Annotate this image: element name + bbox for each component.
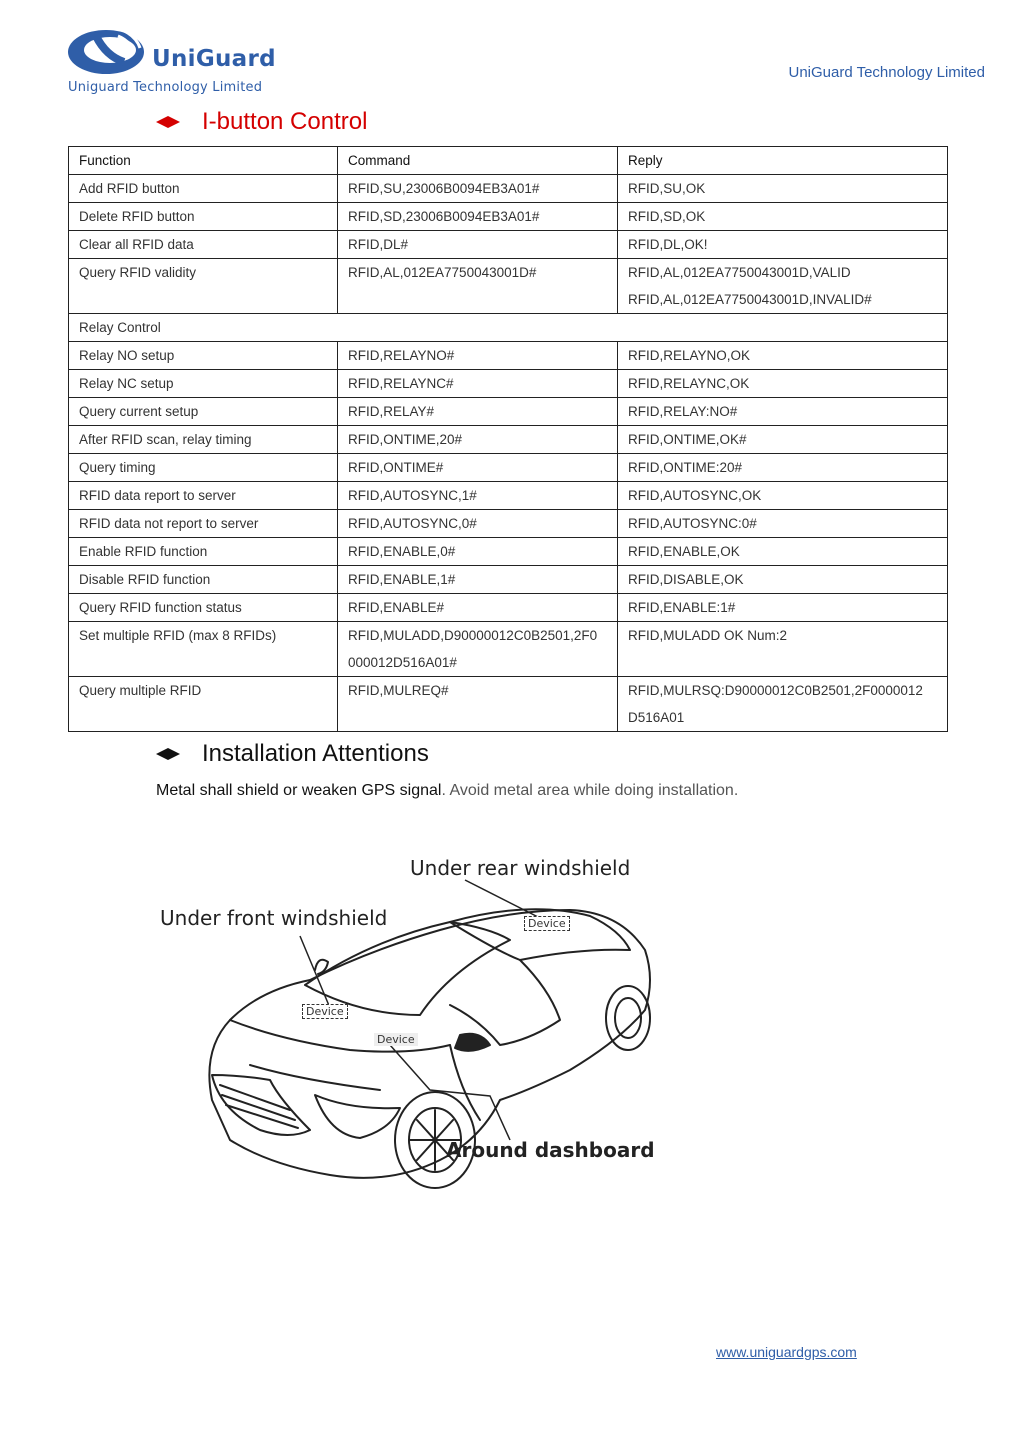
function-cell: Query current setup [69,398,338,426]
command-cell: RFID,RELAY# [338,398,618,426]
device-tag-dashboard: Device [374,1033,418,1046]
command-cell: RFID,RELAYNC# [338,370,618,398]
table-row [69,482,948,510]
intro-rest: . Avoid metal area while doing installation. [441,782,739,799]
function-cell: Enable RFID function [69,538,338,566]
label-under-front-windshield: Under front windshield [160,906,388,930]
reply-cell [618,677,948,732]
function-cell: Clear all RFID data [69,231,338,259]
table-row [69,622,948,677]
diamond-bullet-icon [156,114,180,130]
table-header-row [69,147,948,175]
diamond-bullet-icon [156,746,180,762]
function-cell: Query RFID function status [69,594,338,622]
reply-cell: RFID,SU,OK [618,175,948,203]
table-row [69,203,948,231]
command-cell: RFID,ENABLE# [338,594,618,622]
section-title: I-button Control [202,108,368,135]
command-cell: RFID,ENABLE,0# [338,538,618,566]
reply-cell: RFID,SD,OK [618,203,948,231]
function-cell: Query timing [69,454,338,482]
command-cell: RFID,DL# [338,231,618,259]
table-row [69,538,948,566]
command-table [68,146,948,732]
reply-cell: RFID,ENABLE,OK [618,538,948,566]
uniguard-logo-icon [66,22,156,84]
label-under-rear-windshield: Under rear windshield [410,856,631,880]
table-row [69,398,948,426]
reply-cell: RFID,RELAYNC,OK [618,370,948,398]
installation-intro [156,782,738,800]
reply-cell: RFID,AUTOSYNC,OK [618,482,948,510]
function-cell: Relay NO setup [69,342,338,370]
device-tag-front: Device [302,1004,348,1019]
installation-figure [150,840,670,1210]
command-line: RFID,MULADD,D90000012C0B2501,2F0 [348,628,598,643]
reply-line: RFID,AL,012EA7750043001D,VALID [628,265,851,280]
reply-cell: RFID,ONTIME:20# [618,454,948,482]
logo-subtitle: Uniguard Technology Limited [68,80,263,95]
reply-cell: RFID,DISABLE,OK [618,566,948,594]
command-line: 000012D516A01# [348,655,457,670]
reply-line: RFID,MULRSQ:D90000012C0B2501,2F0000012 [628,683,923,698]
column-header-command: Command [338,147,618,175]
group-heading-cell: Relay Control [69,314,948,342]
intro-emphasis: Metal shall shield or weaken GPS signal [156,782,442,799]
function-cell: Disable RFID function [69,566,338,594]
table-row [69,314,948,342]
table-row [69,566,948,594]
company-logo [66,22,286,102]
table-row [69,370,948,398]
section-heading-ibutton [156,108,367,136]
command-cell: RFID,AUTOSYNC,1# [338,482,618,510]
table-row [69,454,948,482]
function-cell: After RFID scan, relay timing [69,426,338,454]
command-cell: RFID,AUTOSYNC,0# [338,510,618,538]
reply-cell: RFID,MULADD OK Num:2 [618,622,948,677]
reply-cell: RFID,RELAY:NO# [618,398,948,426]
function-cell: Add RFID button [69,175,338,203]
function-cell: Query RFID validity [69,259,338,314]
table-row [69,259,948,314]
reply-cell: RFID,ENABLE:1# [618,594,948,622]
reply-cell: RFID,AUTOSYNC:0# [618,510,948,538]
reply-cell: RFID,DL,OK! [618,231,948,259]
reply-cell: RFID,RELAYNO,OK [618,342,948,370]
command-cell: RFID,SU,23006B0094EB3A01# [338,175,618,203]
command-cell: RFID,SD,23006B0094EB3A01# [338,203,618,231]
table-row [69,677,948,732]
function-cell: Relay NC setup [69,370,338,398]
command-cell: RFID,MULREQ# [338,677,618,732]
command-cell: RFID,AL,012EA7750043001D# [338,259,618,314]
footer-website-link[interactable]: www.uniguardgps.com [716,1344,857,1360]
table-row [69,426,948,454]
reply-line: RFID,AL,012EA7750043001D,INVALID# [628,292,872,307]
function-cell: Set multiple RFID (max 8 RFIDs) [69,622,338,677]
table-row [69,231,948,259]
function-cell: Query multiple RFID [69,677,338,732]
section-heading-installation [156,740,429,768]
table-row [69,510,948,538]
table-row [69,175,948,203]
command-cell [338,622,618,677]
table-row [69,342,948,370]
reply-cell [618,259,948,314]
command-cell: RFID,RELAYNO# [338,342,618,370]
device-tag-rear: Device [524,916,570,931]
command-cell: RFID,ONTIME# [338,454,618,482]
column-header-function: Function [69,147,338,175]
section-title: Installation Attentions [202,740,429,767]
command-cell: RFID,ENABLE,1# [338,566,618,594]
table-row [69,594,948,622]
function-cell: RFID data not report to server [69,510,338,538]
reply-cell: RFID,ONTIME,OK# [618,426,948,454]
function-cell: RFID data report to server [69,482,338,510]
label-around-dashboard: Around dashboard [446,1138,655,1162]
command-cell: RFID,ONTIME,20# [338,426,618,454]
function-cell: Delete RFID button [69,203,338,231]
header-company-name: UniGuard Technology Limited [788,64,985,81]
reply-line: D516A01 [628,710,685,725]
column-header-reply: Reply [618,147,948,175]
logo-brand-text: UniGuard [152,46,276,72]
